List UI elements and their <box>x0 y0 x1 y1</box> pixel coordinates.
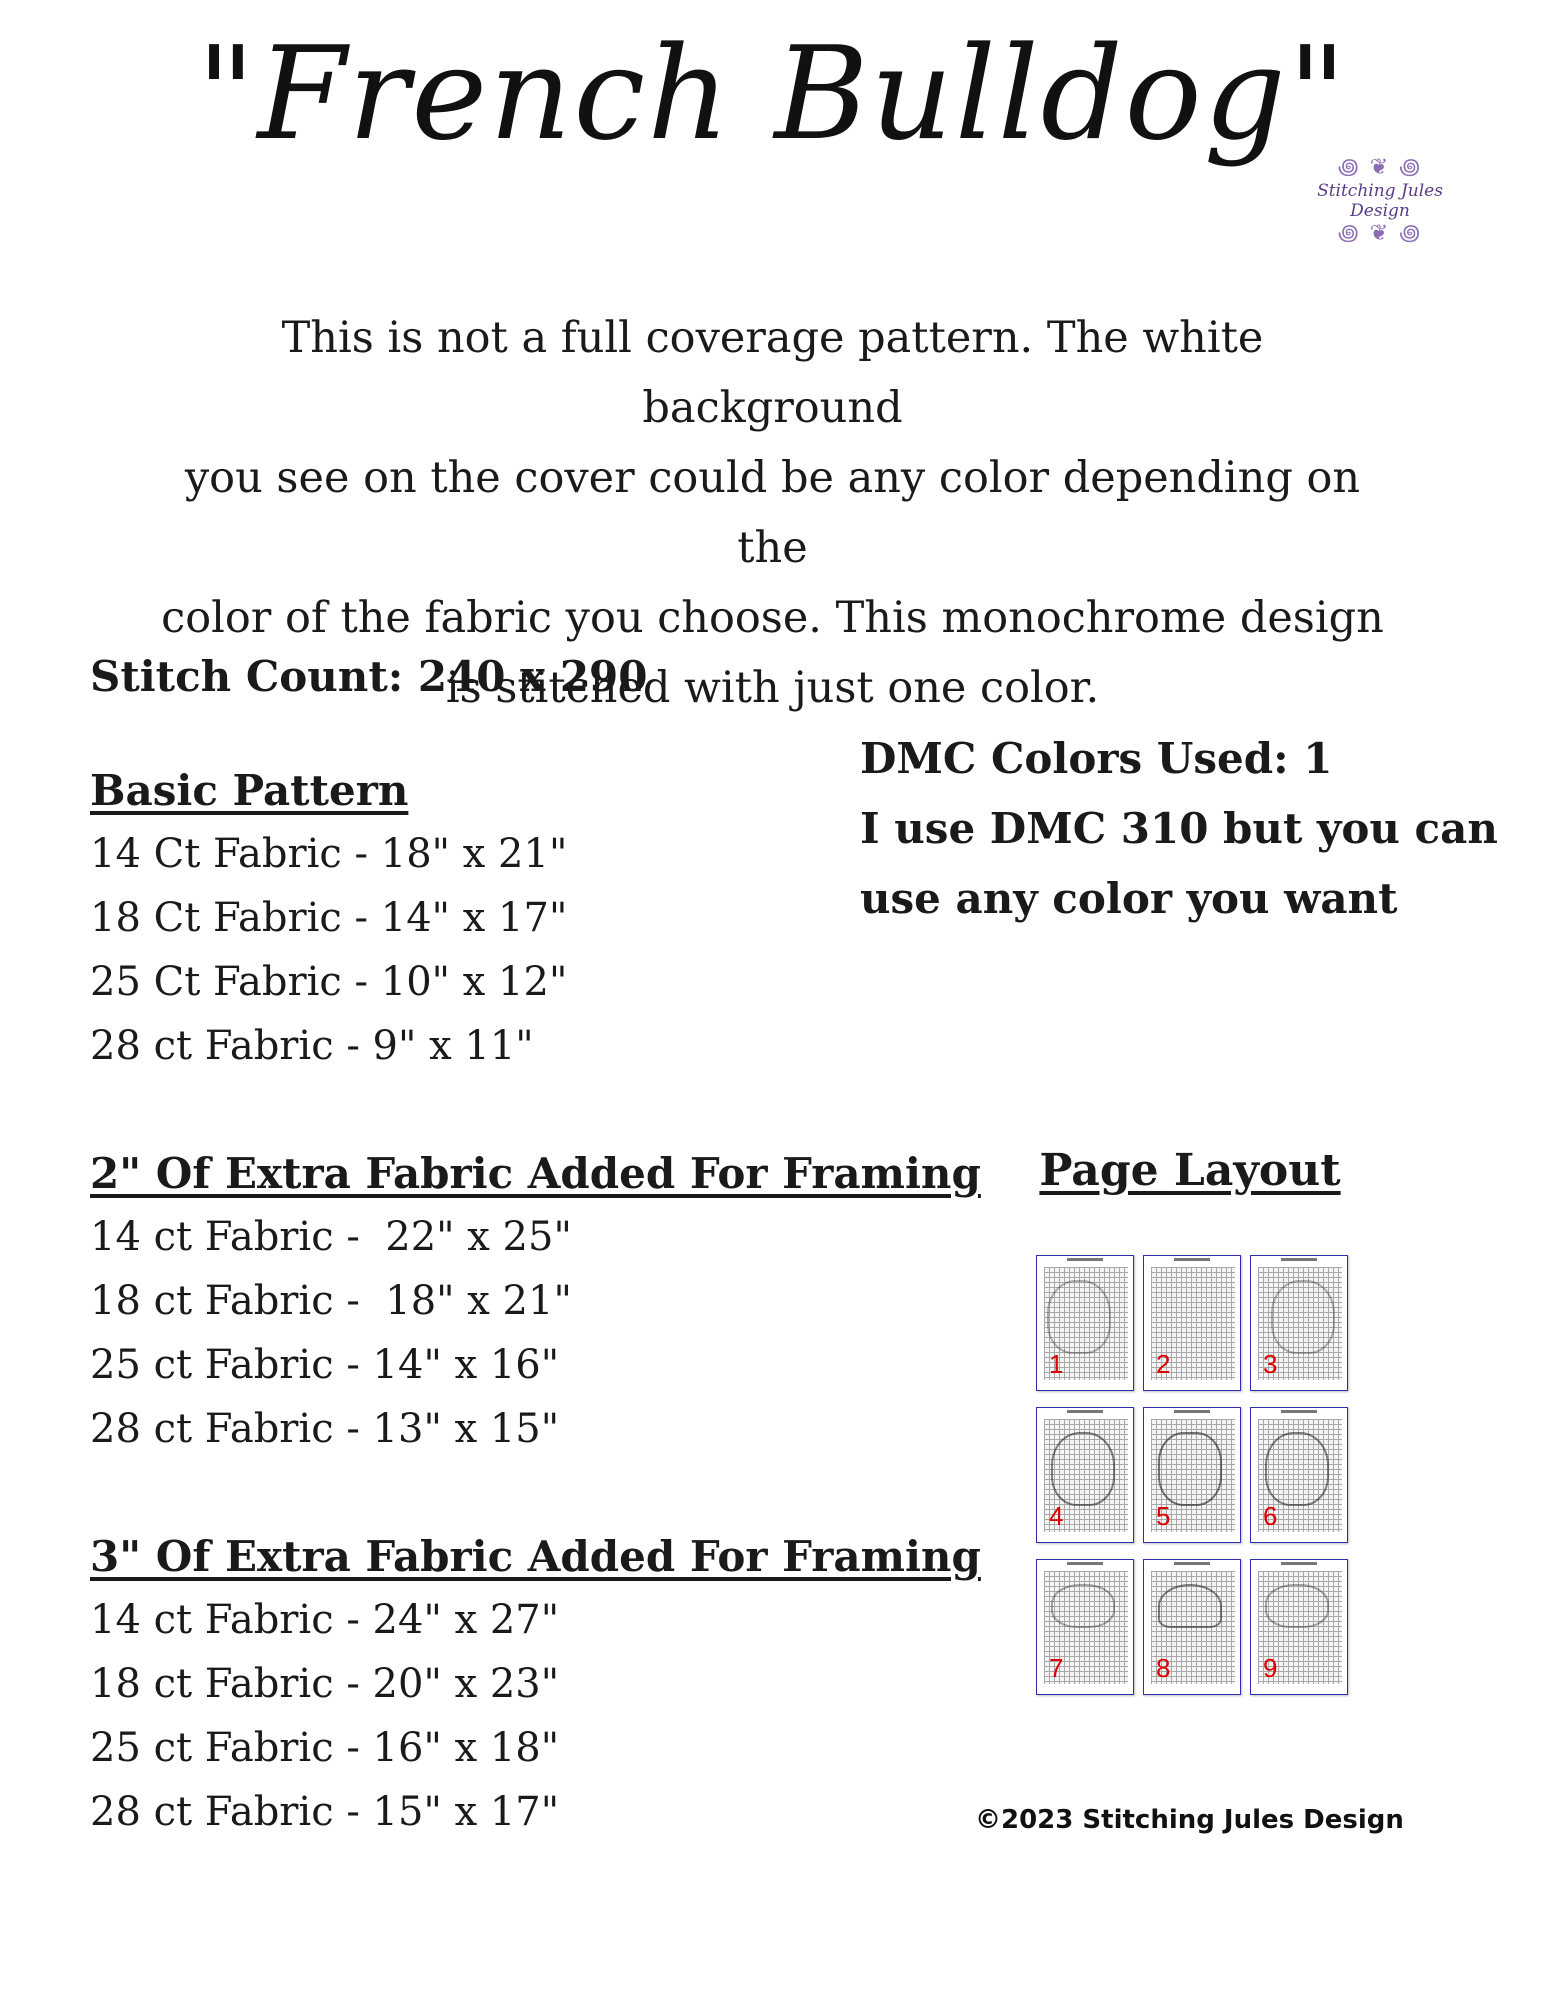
fabric-size-row: 28 ct Fabric - 9" x 11" <box>90 1023 534 1069</box>
intro-line: This is not a full coverage pattern. The white background <box>281 313 1264 433</box>
dmc-line: use any color you want <box>860 874 1398 923</box>
page-thumbnail <box>1250 1407 1348 1543</box>
page-number: 1 <box>1049 1349 1064 1379</box>
fabric-size-row: 25 ct Fabric - 14" x 16" <box>90 1342 560 1388</box>
dmc-line: I use DMC 310 but you can <box>860 804 1498 853</box>
fabric-size-row: 28 ct Fabric - 15" x 17" <box>90 1789 560 1835</box>
fabric-size-row: 25 Ct Fabric - 10" x 12" <box>90 959 568 1005</box>
page-layout-grid <box>1036 1255 1351 1695</box>
brand-logo <box>1290 155 1470 260</box>
page-thumbnail <box>1036 1559 1134 1695</box>
page-thumbnail <box>1143 1559 1241 1695</box>
section-heading: 2" Of Extra Fabric Added For Framing <box>90 1149 981 1198</box>
page-thumbnail <box>1036 1407 1134 1543</box>
section-heading: Basic Pattern <box>90 766 409 815</box>
extra-3-section <box>90 1526 981 1844</box>
fabric-size-row: 18 ct Fabric - 18" x 21" <box>90 1278 572 1324</box>
page-thumbnail <box>1143 1407 1241 1543</box>
logo-ornament-bottom: ꩜ ❦ ꩜ <box>1337 221 1423 246</box>
fabric-size-row: 14 Ct Fabric - 18" x 21" <box>90 831 568 877</box>
extra-2-section <box>90 1143 981 1461</box>
page-thumbnail <box>1143 1255 1241 1391</box>
page-number: 2 <box>1156 1349 1171 1379</box>
page-title: "French Bulldog" <box>196 20 1349 169</box>
page-number: 8 <box>1156 1653 1171 1683</box>
dmc-info <box>860 724 1498 934</box>
intro-line: is stitched with just one color. <box>445 663 1100 713</box>
basic-pattern-section <box>90 760 567 1078</box>
logo-ornament-top: ꩜ ❦ ꩜ <box>1337 155 1423 180</box>
page-number: 5 <box>1156 1501 1171 1531</box>
copyright-notice: ©2023 Stitching Jules Design <box>975 1805 1404 1835</box>
fabric-size-row: 28 ct Fabric - 13" x 15" <box>90 1406 560 1452</box>
fabric-size-row: 14 ct Fabric - 24" x 27" <box>90 1597 560 1643</box>
dmc-line: DMC Colors Used: 1 <box>860 734 1333 783</box>
page-number: 9 <box>1263 1653 1278 1683</box>
stitch-count: Stitch Count: 240 x 290 <box>90 652 648 701</box>
fabric-size-row: 14 ct Fabric - 22" x 25" <box>90 1214 572 1260</box>
page-thumbnail <box>1250 1255 1348 1391</box>
intro-line: color of the fabric you choose. This monochrome design <box>161 593 1384 643</box>
page-thumbnail <box>1036 1255 1134 1391</box>
page-thumbnail <box>1250 1559 1348 1695</box>
page-number: 4 <box>1049 1501 1064 1531</box>
fabric-size-row: 25 ct Fabric - 16" x 18" <box>90 1725 560 1771</box>
section-heading: 3" Of Extra Fabric Added For Framing <box>90 1532 981 1581</box>
intro-line: you see on the cover could be any color depending on the <box>184 453 1361 573</box>
page-number: 6 <box>1263 1501 1278 1531</box>
page-number: 7 <box>1049 1653 1064 1683</box>
page-layout-heading: Page Layout <box>1039 1145 1341 1196</box>
fabric-size-row: 18 ct Fabric - 20" x 23" <box>90 1661 560 1707</box>
fabric-size-row: 18 Ct Fabric - 14" x 17" <box>90 895 568 941</box>
logo-text: Stitching Jules Design <box>1317 181 1443 221</box>
page-number: 3 <box>1263 1349 1278 1379</box>
